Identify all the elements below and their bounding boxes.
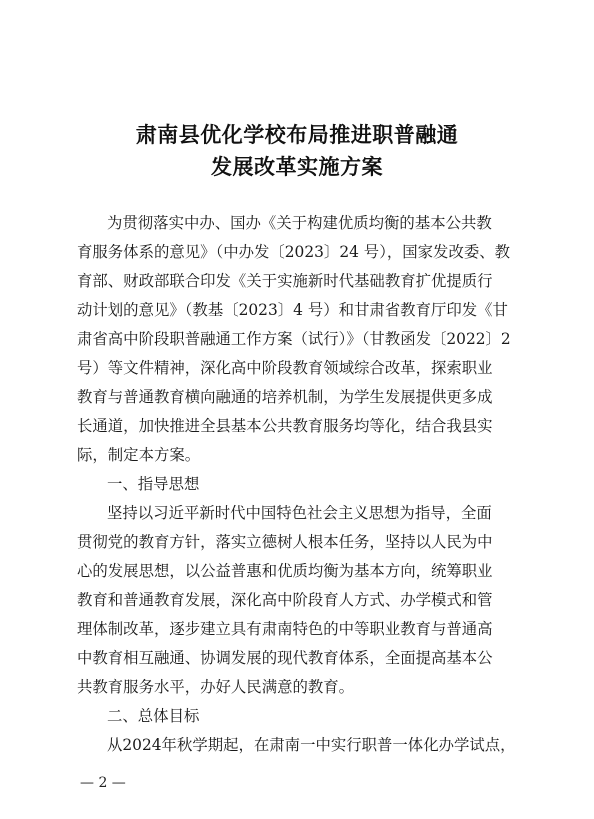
paragraph-1-line-6: 号）等文件精神，深化高中阶段教育领域综合改革，探索职业 [77, 359, 493, 377]
paragraph-1-line-8: 长通道，加快推进全县基本公共教育服务均等化，结合我县实 [77, 417, 493, 435]
paragraph-3-line-1: 从2024年秋学期起，在肃南一中实行职普一体化办学试点， [107, 736, 516, 754]
paragraph-1-line-5: 肃省高中阶段职普融通工作方案（试行）》（甘教函发〔2022〕2 [77, 330, 511, 348]
paragraph-2-line-1: 坚持以习近平新时代中国特色社会主义思想为指导，全面 [107, 504, 492, 522]
paragraph-1-line-2: 育服务体系的意见》（中办发〔2023〕24 号），国家发改委、教 [77, 243, 511, 261]
paragraph-2-line-6: 中教育相互融通、协调发展的现代教育体系，全面提高基本公 [77, 649, 493, 667]
paragraph-2-line-3: 心的发展思想，以公益普惠和优质均衡为基本方向，统筹职业 [77, 562, 493, 580]
paragraph-1-line-1: 为贯彻落实中办、国办《关于构建优质均衡的基本公共教 [107, 214, 492, 232]
paragraph-1-line-4: 动计划的意见》（教基〔2023〕4 号）和甘肃省教育厅印发《甘 [77, 301, 508, 319]
paragraph-2-line-7: 共教育服务水平，办好人民满意的教育。 [77, 678, 355, 696]
page-number: — 2 — [80, 775, 126, 791]
paragraph-2-line-2: 贯彻党的教育方针，落实立德树人根本任务，坚持以人民为中 [77, 533, 493, 551]
paragraph-1-line-3: 育部、财政部联合印发《关于实施新时代基础教育扩优提质行 [77, 272, 493, 290]
document-title-line-1: 肃南县优化学校布局推进职普融通 [135, 123, 459, 147]
paragraph-1-line-9: 际，制定本方案。 [77, 446, 201, 464]
section-heading-1: 一、指导思想 [107, 475, 200, 493]
paragraph-2-line-4: 教育和普通教育发展，深化高中阶段育人方式、办学模式和管 [77, 591, 493, 609]
paragraph-1-line-7: 教育与普通教育横向融通的培养机制，为学生发展提供更多成 [77, 388, 493, 406]
paragraph-2-line-5: 理体制改革，逐步建立具有肃南特色的中等职业教育与普通高 [77, 620, 493, 638]
document-title-line-2: 发展改革实施方案 [211, 155, 383, 179]
section-heading-2: 二、总体目标 [107, 707, 200, 725]
